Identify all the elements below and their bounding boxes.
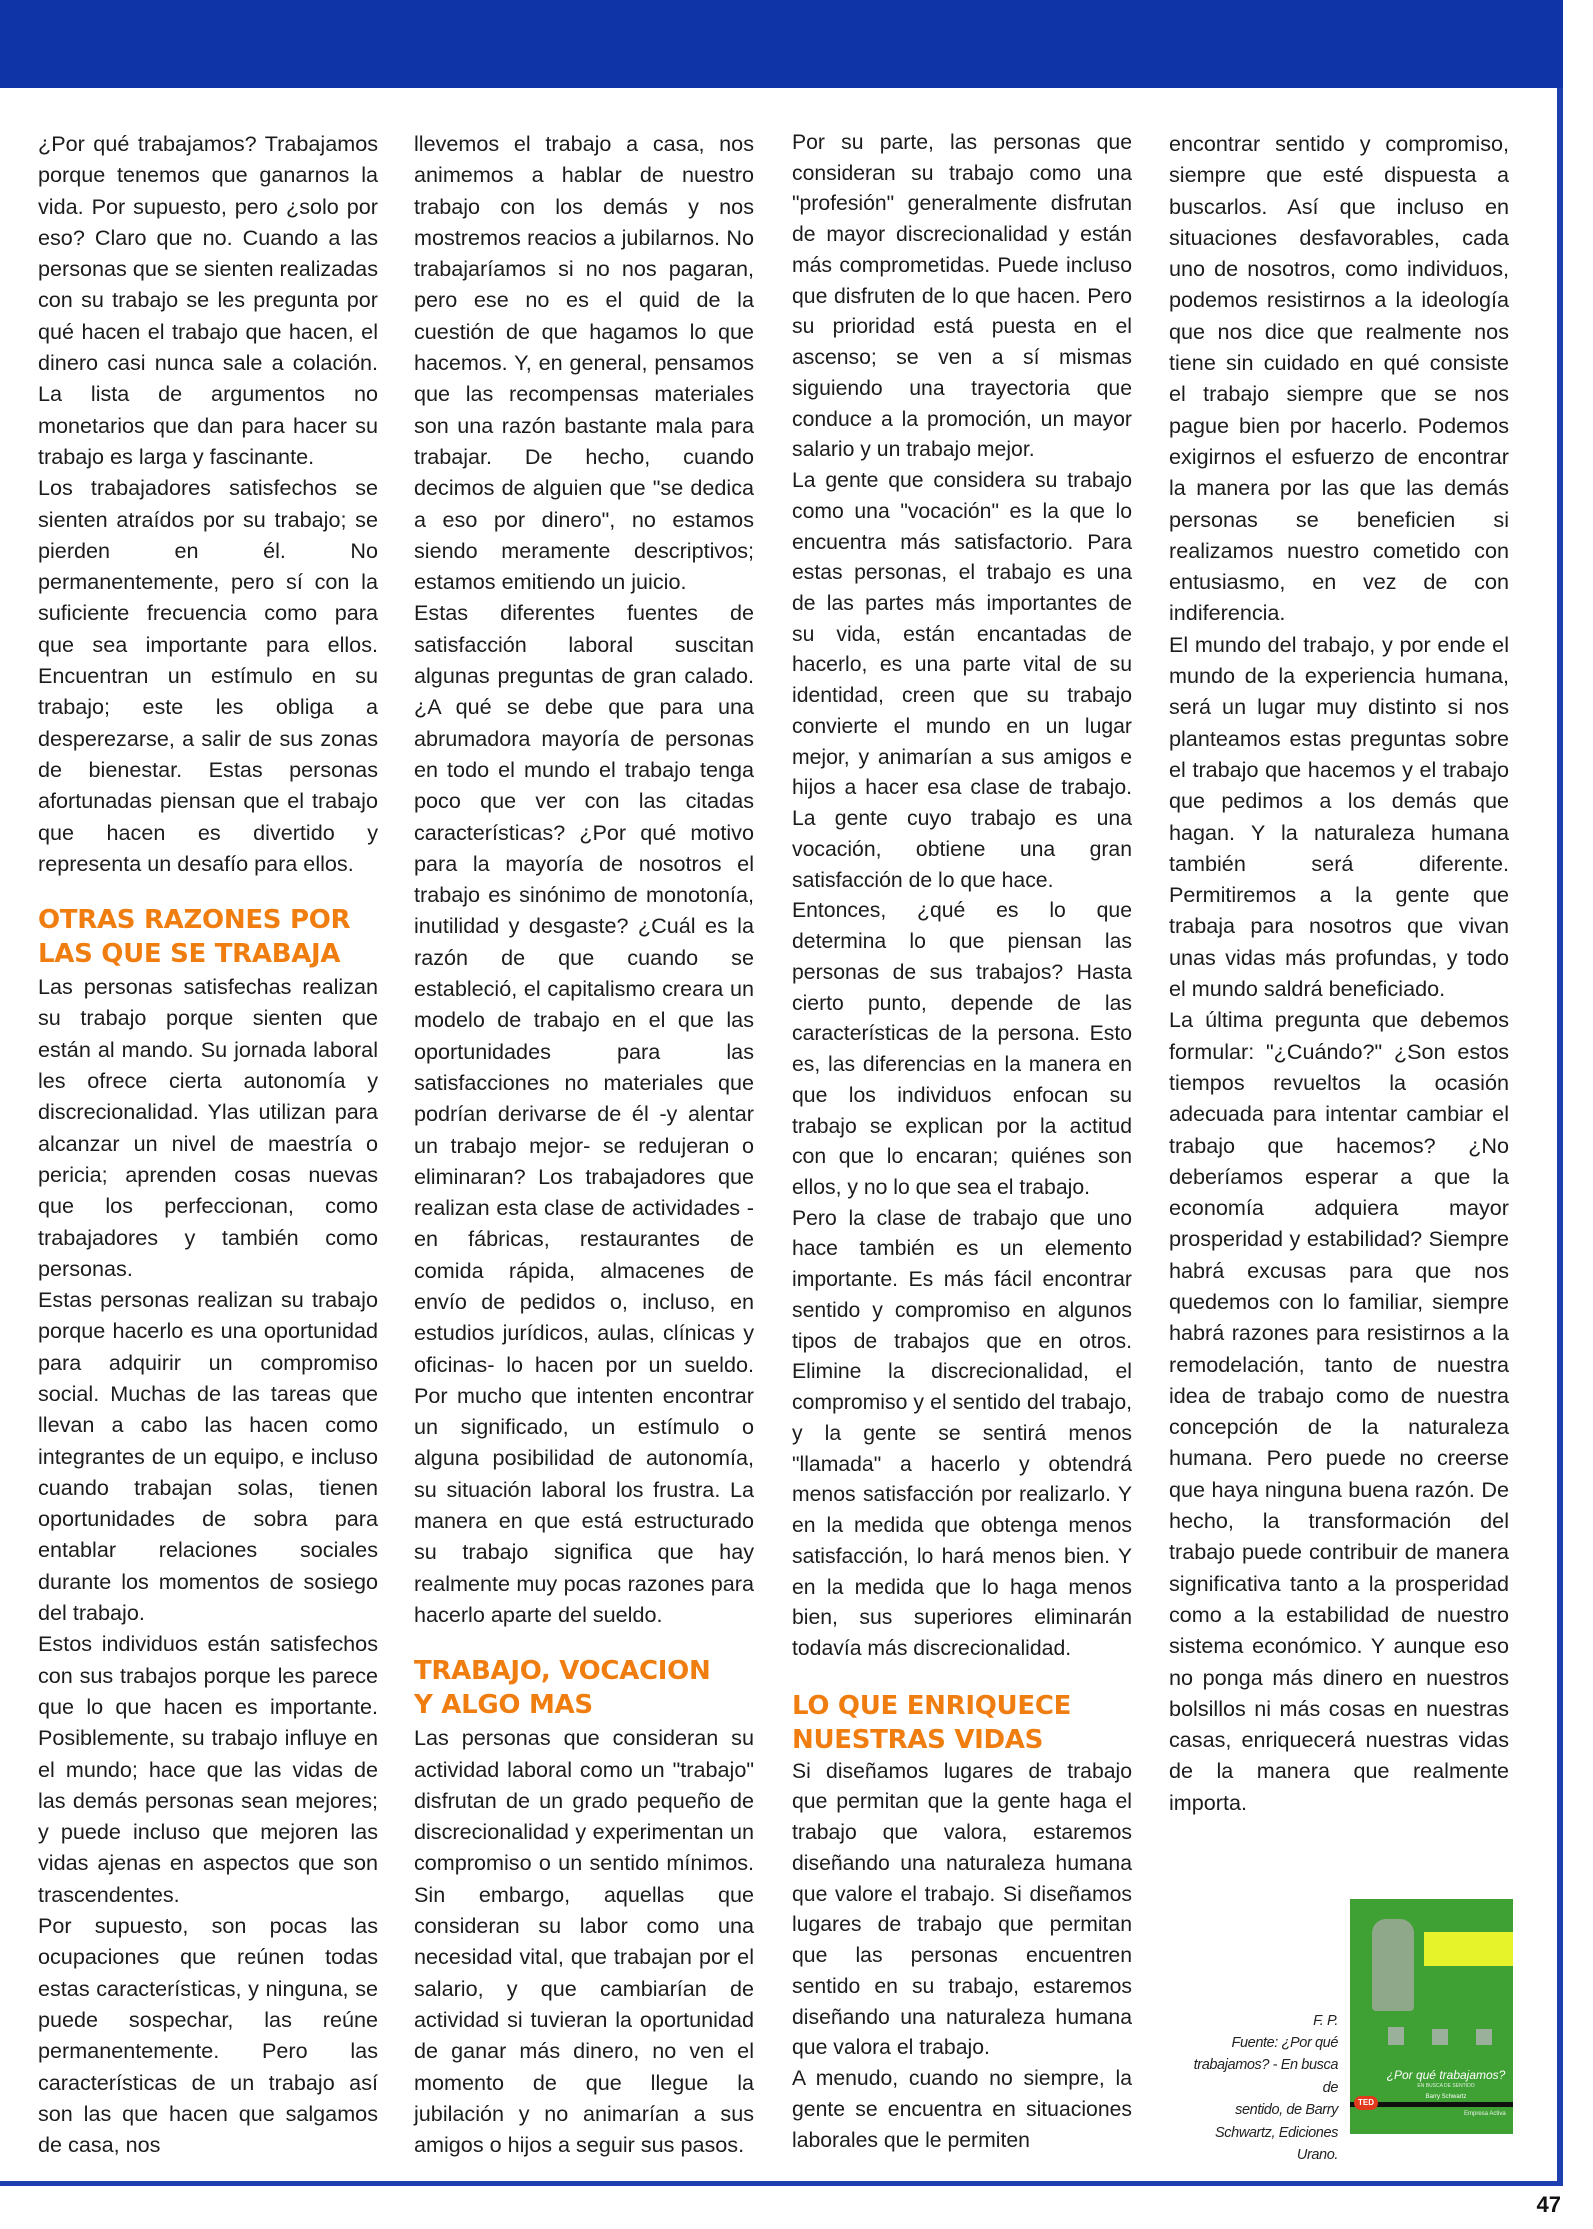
section-heading-line: NUESTRAS VIDAS	[792, 1724, 1044, 1755]
paragraph: llevemos el trabajo a casa, nos animemos a hablar de nuestro trabajo con los demás y nos mostremos reacios a jubilarnos. No trabajaríamos si no nos pagaran, pero ese no es el quid de la cuestión de que hagamos lo que hacemos. Y, en general, pensamos que las recompensas materiales son una razón bastante mala para trabajar. De hecho, cuando decimos de alguien que "se dedica a eso por dinero", no estamos siendo meramente descriptivos; estamos emitiendo un juicio.	[414, 131, 754, 595]
book-author: Barry Schwartz	[1425, 2094, 1467, 2100]
section-heading-line: LAS QUE SE TRABAJA	[38, 939, 341, 970]
paragraph: El mundo del trabajo, y por ende el mundo de la experiencia humana, será un lugar muy distinto si nos planteamos estas preguntas sobre el trabajo que hacemos y el trabajo que pedimos a los demás que hagan. Y la naturaleza humana también será diferente. Permitiremos a la gente que trabaja para nosotros que vivan unas vidas más profundas, y todo el mundo saldrá beneficiado.	[1169, 631, 1509, 1002]
paragraph: A menudo, cuando no siempre, la gente se encuentra en situaciones laborales que le permiten	[792, 2067, 1132, 2152]
ted-badge: TED	[1354, 2096, 1378, 2110]
statue-figure	[1372, 1919, 1414, 2011]
paragraph: Las personas que consideran su actividad laboral como un "trabajo" disfrutan de un grado pequeño de discrecionalidad y experimentan un compromiso o un sentido mínimos. Sin embargo, aquellas que consideran su labor como una necesidad vital, que trabajan por el salario, y que cambiarían de actividad si tuvieran la oportunidad de ganar más dinero, no ven el momento de que llegue la jubilación y no animarían a sus amigos o hijos a seguir sus pasos.	[414, 1725, 754, 2158]
paragraph: La última pregunta que debemos formular: "¿Cuándo?" ¿Son estos tiempos revueltos la ocasión adecuada para intentar cambiar el trabajo que hacemos? ¿No deberíamos esperar a que la economía adquiera mayor prosperidad y estabilidad? Siempre habrá excusas para que nos quedemos con lo familiar, siempre habrá razones para resistirnos a la remodelación, tanto de nuestra idea de trabajo como de nuestra concepción de la naturaleza humana. Pero puede no creerse que haya ninguna buena razón. De hecho, la transformación del trabajo puede contribuir de manera significativa tanto a la prosperidad como a la estabilidad de nuestro sistema económico. Y aunque eso no ponga más dinero en nuestros bolsillos ni más cosas en nuestras casas, enriquecerá nuestras vidas de la manera que realmente importa.	[1169, 1007, 1509, 1815]
bottom-border	[0, 2181, 1563, 2186]
paragraph: Estos individuos están satisfechos con sus trabajos porque les parece que lo que hacen es importante. Posiblemente, su trabajo influye en el mundo; hace que las vidas de las demás personas sean mejores; y puede incluso que mejoren las vidas ajenas en aspectos que son trascendentes.	[38, 1631, 378, 1907]
book-subtitle: EN BUSCA DE SENTIDO	[1417, 2083, 1475, 2089]
paragraph: Los trabajadores satisfechos se sienten atraídos por su trabajo; se pierden en él. No permanentemente, pero sí con la suficiente frecuencia como para que sea importante para ellos. Encuentran un estímulo en su trabajo; este les obliga a desperezarse, a salir de sus zonas de bienestar. Estas personas afortunadas piensan que el trabajo que hacen es divertido y representa un desafío para ellos.	[38, 475, 378, 876]
section-heading-line: OTRAS RAZONES POR	[38, 905, 351, 936]
source-caption	[1180, 2032, 1338, 2166]
source-line: trabajamos? - En busca de	[1193, 2057, 1338, 2096]
book-cover-image	[1350, 1899, 1513, 2134]
section-heading	[38, 903, 378, 971]
source-line: Schwartz, Ediciones Urano.	[1215, 2124, 1338, 2164]
article-column-1	[38, 128, 378, 2160]
section-heading-line: Y ALGO MAS	[414, 1690, 593, 1721]
paragraph: encontrar sentido y compromiso, siempre que esté dispuesta a buscarlos. Así que incluso en situaciones desfavorables, cada uno de nosotros, como individuos, podemos resistirnos a la ideología que nos dice que realmente nos tiene sin cuidado en qué consiste el trabajo siempre que se nos pague bien por hacerlo. Podemos exigirnos el esfuerzo de encontrar la manera por las que las demás personas se beneficien si realizamos nuestro cometido con entusiasmo, en vez de con indiferencia.	[1169, 131, 1509, 626]
book-title: ¿Por qué trabajamos?	[1386, 2068, 1506, 2082]
paragraph: Estas personas realizan su trabajo porque hacerlo es una oportunidad para adquirir un compromiso social. Muchas de las tareas que llevan a cabo las hacen como integrantes de un equipo, e incluso cuando trabajan solas, tienen oportunidades de sobra para entablar relaciones sociales durante los momentos de sosiego del trabajo.	[38, 1287, 378, 1626]
paragraph: La gente que considera su trabajo como una "vocación" es la que lo encuentra más satisfactorio. Para estas personas, el trabajo es una de las partes más importantes de su vida, están encantadas de hacerlo, es una parte vital de su identidad, creen que su trabajo convierte el mundo en un lugar mejor, y animarían a sus amigos e hijos a hacer esa clase de trabajo. La gente cuyo trabajo es una vocación, obtiene una gran satisfacción de lo que hace.	[792, 469, 1132, 892]
section-heading-line: LO QUE ENRIQUECE	[792, 1690, 1072, 1721]
article-column-3	[792, 128, 1132, 2156]
page-number: 47	[1536, 2192, 1561, 2217]
author-credit: F. P.	[1313, 2013, 1338, 2029]
section-heading-line: TRABAJO, VOCACION	[414, 1656, 711, 1687]
pedestal-3	[1476, 2029, 1492, 2045]
paragraph: Las personas satisfechas realizan su trabajo porque sienten que están al mando. Su jornada laboral les ofrece cierta autonomía y discrecionalidad. Ylas utilizan para alcanzar un nivel de maestría o pericia; aprenden cosas nuevas que los perfeccionan, como trabajadores y también como personas.	[38, 974, 378, 1281]
section-heading	[414, 1654, 754, 1722]
cover-band	[1424, 1932, 1513, 1966]
header-bar	[0, 0, 1563, 88]
article-column-4	[1169, 128, 1509, 1818]
paragraph: Por su parte, las personas que consideran su trabajo como una "profesión" generalmente disfrutan de mayor discrecionalidad y están más comprometidas. Puede incluso que disfruten de lo que hacen. Pero su prioridad está puesta en el ascenso; se ven a sí mismas siguiendo una trayectoria que conduce a la promoción, un mayor salario y un trabajo mejor.	[792, 131, 1132, 462]
source-line: sentido, de Barry	[1235, 2102, 1338, 2119]
source-line: Fuente: ¿Por qué	[1231, 2035, 1338, 2051]
right-border	[1557, 88, 1563, 2186]
paragraph: Pero la clase de trabajo que uno hace también es un elemento importante. Es más fácil encontrar sentido y compromiso en algunos tipos de trabajos que en otros. Elimine la discrecionalidad, el compromiso y el sentido del trabajo, y la gente se sentirá menos "llamada" a hacerlo y obtendrá menos satisfacción por realizarlo. Y en la medida que obtenga menos satisfacción, lo hará menos bien. Y en la medida que lo haga menos bien, sus superiores eliminarán todavía más discrecionalidad.	[792, 1206, 1132, 1660]
paragraph: Estas diferentes fuentes de satisfacción laboral suscitan algunas preguntas de gran calado. ¿A qué se debe que para una abrumadora mayoría de personas en todo el mundo el trabajo tenga poco que ver con las citadas características? ¿Por qué motivo para la mayoría de nosotros el trabajo es sinónimo de monotonía, inutilidad y desgaste? ¿Cuál es la razón de que cuando se estableció, el capitalismo creara un modelo de trabajo en el que las oportunidades para las satisfacciones no materiales que podrían derivarse de él -y alentar un trabajo mejor- se redujeran o eliminaran? Los trabajadores que realizan esta clase de actividades -en fábricas, restaurantes de comida rápida, almacenes de envío de pedidos o, incluso, en estudios jurídicos, aulas, clínicas y oficinas- lo hacen por un sueldo. Por mucho que intenten encontrar un significado, un estímulo o alguna posibilidad de autonomía, su situación laboral los frustra. La manera en que está estructurado su trabajo significa que hay realmente muy pocas razones para hacerlo aparte del sueldo.	[414, 600, 754, 1627]
book-publisher: Empresa Activa	[1464, 2111, 1506, 2117]
paragraph: ¿Por qué trabajamos? Trabajamos porque tenemos que ganarnos la vida. Por supuesto, pero ¿solo por eso? Claro que no. Cuando a las personas que se sienten realizadas con su trabajo se les pregunta por qué hacen el trabajo que hacen, el dinero casi nunca sale a colación. La lista de argumentos no monetarios que dan para hacer su trabajo es larga y fascinante.	[38, 131, 378, 469]
article-column-2	[414, 128, 754, 2160]
paragraph: Si diseñamos lugares de trabajo que permitan que la gente haga el trabajo que valora, estaremos diseñando una naturaleza humana que valore el trabajo. Si diseñamos lugares de trabajo que permitan que las personas encuentren sentido en su trabajo, estaremos diseñando una naturaleza humana que valora el trabajo.	[792, 1759, 1132, 2060]
section-heading	[792, 1689, 1132, 1757]
paragraph: Por supuesto, son pocas las ocupaciones que reúnen todas estas características, y ninguna, se puede sospechar, las reúne permanentemente. Pero las características de un trabajo así son las que hacen que salgamos de casa, nos	[38, 1913, 378, 2158]
paragraph: Entonces, ¿qué es lo que determina lo que piensan las personas de sus trabajos? Hasta cierto punto, depende de las características de la persona. Esto es, las diferencias en la manera en que los individuos enfocan su trabajo se explican por la actitud con que lo encaran; quiénes son ellos, y no lo que sea el trabajo.	[792, 899, 1132, 1199]
pedestal-2	[1432, 2029, 1448, 2045]
pedestal-1	[1388, 2027, 1404, 2045]
